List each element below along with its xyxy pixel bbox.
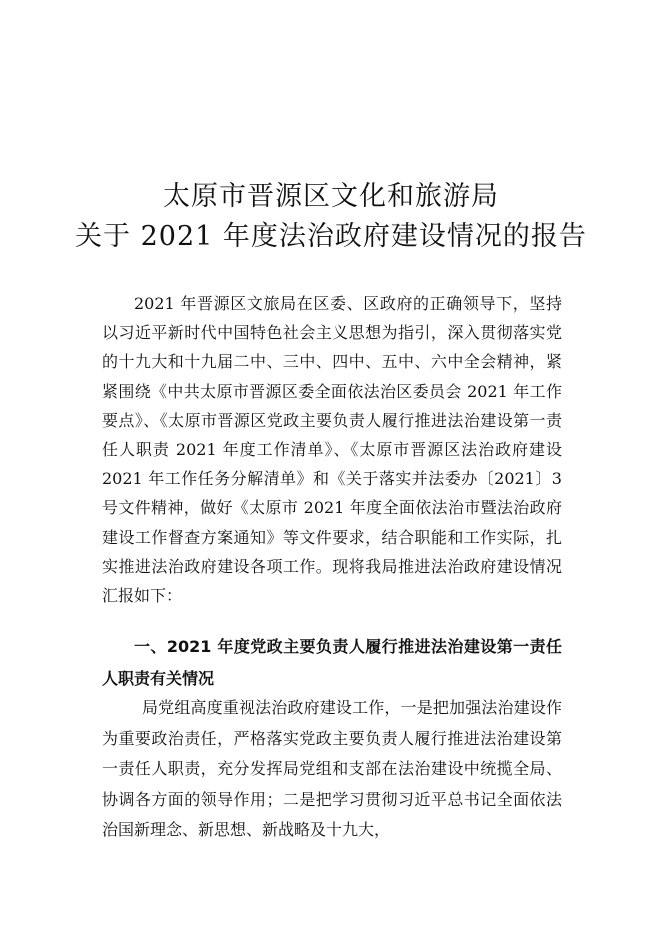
section-1-heading: 一、2021 年度党政主要负责人履行推进法治建设第一责任人职责有关情况 <box>102 637 562 688</box>
title-line-1: 太原市晋源区文化和旅游局 <box>163 181 499 212</box>
intro-paragraph: 2021 年晋源区文旅局在区委、区政府的正确领导下，坚持以习近平新时代中国特色社会主义思想为指引，深入贯彻落实党的十九大和十九届二中、三中、四中、五中、六中全会精神，紧紧围绕《中共太原市晋源区委全面依法治区委员会 2021 年工作要点》、《太原市晋源区党政主要负责人履行推进法治建设第一责任人职责 2021 年度工作清单》、《太原市晋源区法治政府建设 2021 年工作任务分解清单》和《关于落实并法委办〔2021〕3 号文件精神，做好《太原市 2021 年度全面依法治市暨法治政府建设工作督查方案通知》等文件要求，结合职能和工作实际，扎实推进法治政府建设各项工作。现将我局推进法治政府建设情况汇报如下： <box>102 294 562 606</box>
document-title <box>0 177 662 257</box>
title-line-2: 关于 2021 年度法治政府建设情况的报告 <box>75 221 587 252</box>
section-1-paragraph: 局党组高度重视法治政府建设工作，一是把加强法治建设作为重要政治责任，严格落实党政主要负责人履行推进法治建设第一责任人职责，充分发挥局党组和支部在法治建设中统揽全局、协调各方面的领导作用；二是把学习贯彻习近平总书记全面依法治国新理念、新思想、新战略及十九大， <box>102 698 562 839</box>
